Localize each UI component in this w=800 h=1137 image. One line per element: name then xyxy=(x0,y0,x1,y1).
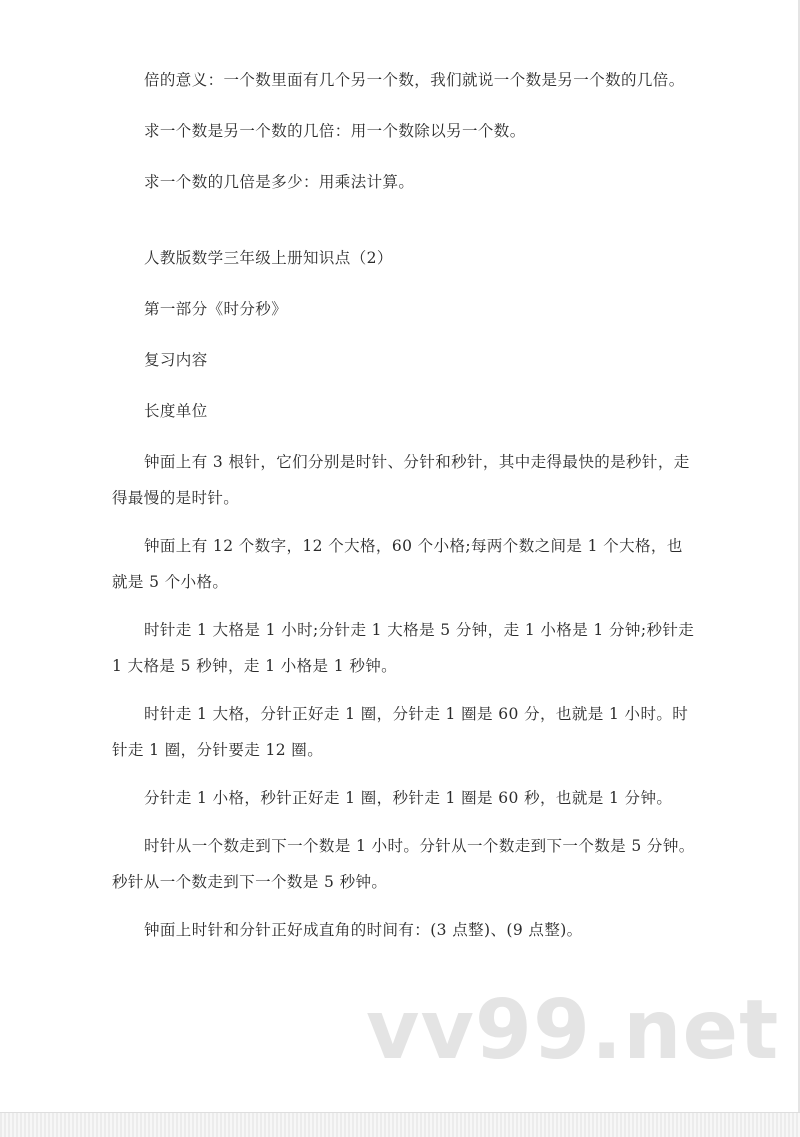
paragraph-clock-hands: 钟面上有 3 根针，它们分别是时针、分针和秒针，其中走得最快的是秒针，走得最慢的是时针。 xyxy=(112,453,690,507)
paragraph-number-to-number: 时针从一个数走到下一个数是 1 小时。分针从一个数走到下一个数是 5 分钟。秒针从一个数走到下一个数是 5 秒钟。 xyxy=(112,837,695,891)
paragraph-minute-second: 分针走 1 小格，秒针正好走 1 圈，秒针走 1 圈是 60 秒，也就是 1 分钟。 xyxy=(144,789,673,807)
review-heading: 复习内容 xyxy=(144,351,208,369)
document-content xyxy=(112,62,697,948)
part-title: 第一部分《时分秒》 xyxy=(144,300,288,318)
paragraph-clock-face: 钟面上有 12 个数字，12 个大格，60 个小格;每两个数之间是 1 个大格，也就是 5 个小格。 xyxy=(112,537,683,591)
paragraph-hour-minute: 时针走 1 大格，分针正好走 1 圈，分针走 1 圈是 60 分，也就是 1 小时。时针走 1 圈，分针要走 12 圈。 xyxy=(112,705,689,759)
paragraph-hand-movement: 时针走 1 大格是 1 小时;分针走 1 大格是 5 分钟，走 1 小格是 1 分钟;秒针走 1 大格是 5 秒钟，走 1 小格是 1 秒钟。 xyxy=(112,621,695,675)
paragraph-find-multiple: 求一个数是另一个数的几倍：用一个数除以另一个数。 xyxy=(144,122,526,140)
unit-heading: 长度单位 xyxy=(144,402,208,420)
paragraph-right-angle: 钟面上时针和分针正好成直角的时间有：(3 点整)、(9 点整)。 xyxy=(144,921,583,939)
section-title: 人教版数学三年级上册知识点（2） xyxy=(144,249,393,267)
page-bottom-edge xyxy=(0,1112,800,1137)
watermark-text: vv99.net xyxy=(366,983,780,1078)
paragraph-multiple-meaning: 倍的意义：一个数里面有几个另一个数，我们就说一个数是另一个数的几倍。 xyxy=(144,71,685,89)
paragraph-compute-multiple: 求一个数的几倍是多少：用乘法计算。 xyxy=(144,173,415,191)
